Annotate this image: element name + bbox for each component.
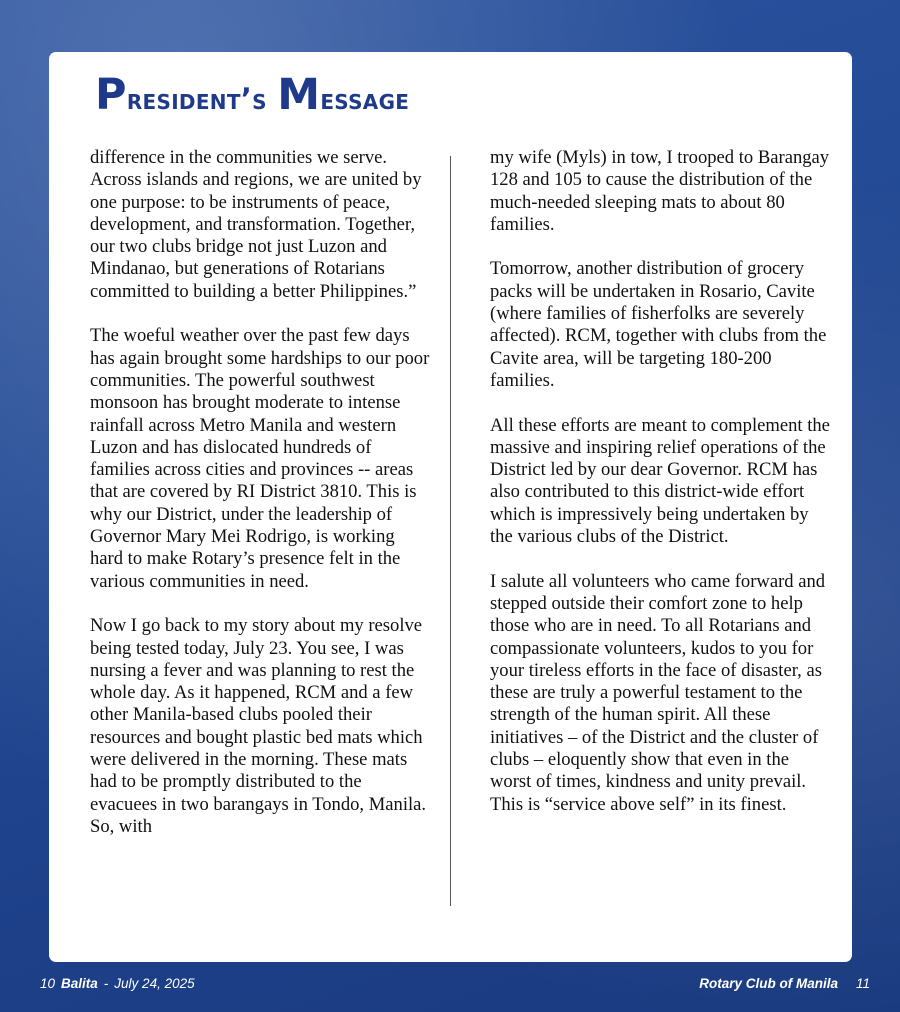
- column-divider: [450, 156, 451, 906]
- page-title: [95, 70, 410, 120]
- paragraph: Tomorrow, another distribution of grocery packs will be undertaken in Rosario, Cavite (where families of fisherfolks are severely affected). RCM, together with clubs from the Cavite area, will be targeting 180-200 families.: [490, 258, 827, 391]
- title-initial-p: P: [95, 70, 127, 120]
- issue-date: July 24, 2025: [114, 976, 195, 991]
- paragraph: All these efforts are meant to complement the massive and inspiring relief operations of the District led by our dear Governor. RCM has also contributed to this district-wide effort which is impressively being undertaken by the various clubs of the District.: [490, 414, 830, 548]
- paragraph: Now I go back to my story about my resolve being tested today, July 23. You see, I was nursing a fever and was planning to rest the whole day. As it happened, RCM and a few other Manila-based clubs pooled their resources and bought plastic bed mats which were delivered in the morning. These mats had to be promptly distributed to the evacuees in two barangays in Tondo, Manila. So, with: [90, 615, 427, 837]
- left-text-column: [90, 147, 430, 838]
- title-word-essage: essage: [320, 82, 410, 116]
- article-card: [49, 52, 852, 962]
- footer-right: [699, 976, 870, 991]
- paragraph: The woeful weather over the past few days has again brought some hardships to our poor communities. The powerful southwest monsoon has brought moderate to intense rainfall across Metro Manila and western Luzon and has dislocated hundreds of families across cities and provinces -- areas that are covered by RI District 3810. This is why our District, under the leadership of Governor Mary Mei Rodrigo, is working hard to make Rotary’s presence felt in the various communities in need.: [90, 325, 430, 592]
- publication-name: Balita: [61, 976, 98, 991]
- left-page-number: 10: [40, 976, 56, 991]
- paragraph: I salute all volunteers who came forward and stepped outside their comfort zone to help those who are in need. To all Rotarians and compassionate volunteers, kudos to you for your tireless efforts in the face of disaster, as these are truly a powerful testament to the strength of the human spirit. All these initiatives – of the District and the cluster of clubs – eloquently show that even in the worst of times, kindness and unity prevail. This is “service above self” in its finest.: [490, 570, 826, 815]
- paragraph: my wife (Myls) in tow, I trooped to Barangay 128 and 105 to cause the distribution of the much-needed sleeping mats to about 80 families.: [490, 147, 830, 235]
- footer-left: [40, 976, 195, 991]
- paragraph: difference in the communities we serve. Across islands and regions, we are united by one purpose: to be instruments of peace, development, and transformation. Together, our two clubs bridge not just Luzon and Mindanao, but generations of Rotarians committed to building a better Philippines.”: [90, 147, 422, 302]
- right-text-column: [490, 147, 830, 816]
- footer-separator: -: [103, 976, 109, 991]
- title-initial-m: M: [277, 70, 321, 120]
- title-word-resident: resident’s: [126, 82, 267, 116]
- right-page-number: 11: [855, 976, 870, 991]
- club-name: Rotary Club of Manila: [699, 976, 838, 991]
